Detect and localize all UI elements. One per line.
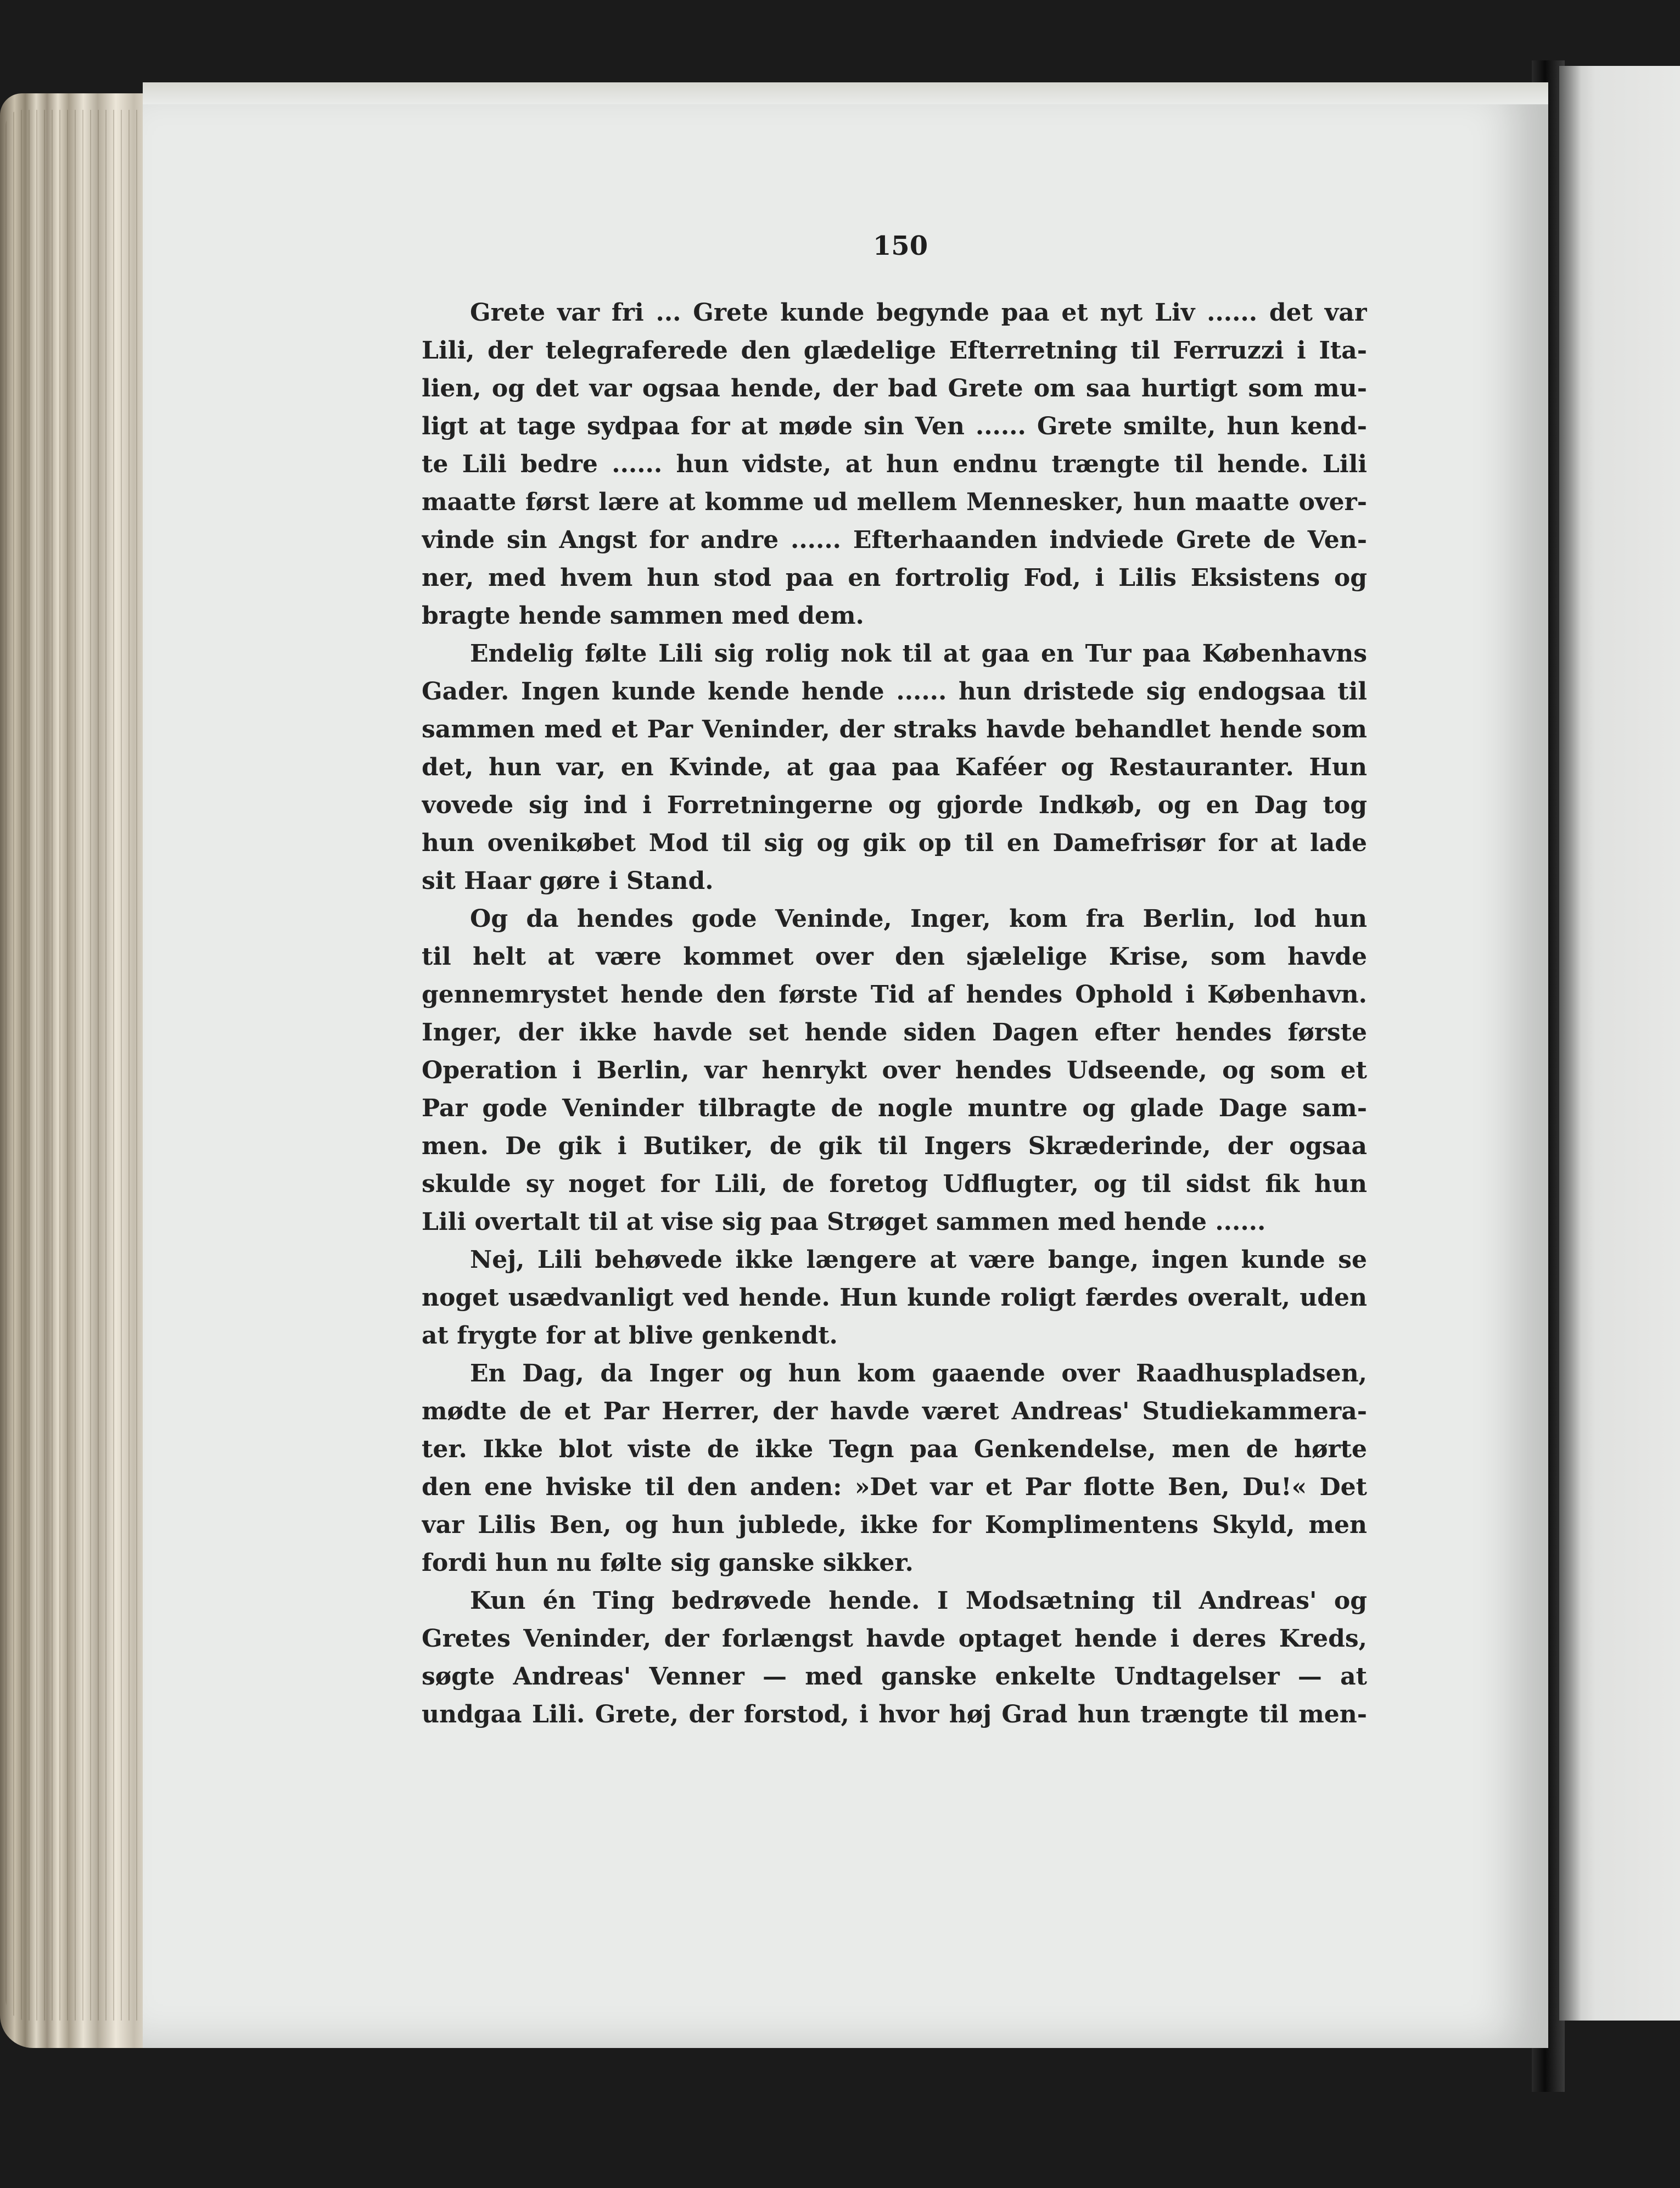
- text-line: vinde sin Angst for andre ...... Efterhaanden indviede Grete de Ven-: [422, 526, 1367, 554]
- text-line: Endelig følte Lili sig rolig nok til at gaa en Tur paa Københavns: [470, 640, 1367, 668]
- text-line: ner, med hvem hun stod paa en fortrolig Fod, i Lilis Eksistens og: [422, 564, 1367, 592]
- text-line: til helt at være kommet over den sjælelige Krise, som havde: [422, 943, 1367, 971]
- text-line: Inger, der ikke havde set hende siden Dagen efter hendes første: [422, 1019, 1367, 1047]
- text-line: Og da hendes gode Veninde, Inger, kom fra Berlin, lod hun: [470, 905, 1367, 933]
- text-line: maatte først lære at komme ud mellem Mennesker, hun maatte over-: [422, 488, 1367, 516]
- text-line: undgaa Lili. Grete, der forstod, i hvor høj Grad hun trængte til men-: [422, 1700, 1367, 1728]
- text-line: Operation i Berlin, var henrykt over hendes Udseende, og som et: [422, 1056, 1367, 1084]
- text-line: gennemrystet hende den første Tid af hendes Ophold i København.: [422, 981, 1367, 1009]
- text-line: te Lili bedre ...... hun vidste, at hun endnu trængte til hende. Lili: [422, 450, 1367, 478]
- text-line: Grete var fri ... Grete kunde begynde paa et nyt Liv ...... det var: [470, 299, 1367, 327]
- body-text: [422, 294, 1367, 1733]
- text-line: var Lilis Ben, og hun jublede, ikke for Komplimentens Skyld, men: [422, 1511, 1367, 1539]
- text-line: noget usædvanligt ved hende. Hun kunde roligt færdes overalt, uden: [422, 1284, 1367, 1312]
- page-top-edge: [143, 82, 1548, 104]
- text-line: Par gode Veninder tilbragte de nogle muntre og glade Dage sam-: [422, 1094, 1367, 1122]
- text-line: at frygte for at blive genkendt.: [422, 1322, 838, 1350]
- text-line: søgte Andreas' Venner — med ganske enkelte Undtagelser — at: [422, 1663, 1367, 1691]
- text-line: vovede sig ind i Forretningerne og gjorde Indkøb, og en Dag tog: [422, 791, 1367, 819]
- text-line: hun ovenikøbet Mod til sig og gik op til en Damefrisør for at lade: [422, 829, 1367, 857]
- text-line: Kun én Ting bedrøvede hende. I Modsætning til Andreas' og: [470, 1587, 1367, 1615]
- text-line: sit Haar gøre i Stand.: [422, 867, 714, 895]
- text-line: Gader. Ingen kunde kende hende ...... hun dristede sig endogsaa til: [422, 678, 1367, 706]
- text-line: Lili overtalt til at vise sig paa Strøget sammen med hende ......: [422, 1208, 1266, 1236]
- text-line: Lili, der telegraferede den glædelige Efterretning til Ferruzzi i Ita-: [422, 337, 1367, 365]
- text-line: sammen med et Par Veninder, der straks havde behandlet hende som: [422, 715, 1367, 743]
- facing-page-shadow: [1559, 66, 1581, 2021]
- page-number: 150: [872, 231, 928, 261]
- text-line: det, hun var, en Kvinde, at gaa paa Kaféer og Restauranter. Hun: [422, 753, 1367, 781]
- text-line: Gretes Veninder, der forlængst havde optaget hende i deres Kreds,: [422, 1625, 1367, 1653]
- text-line: lien, og det var ogsaa hende, der bad Grete om saa hurtigt som mu-: [422, 374, 1367, 402]
- text-line: Nej, Lili behøvede ikke længere at være bange, ingen kunde se: [470, 1246, 1367, 1274]
- text-line: fordi hun nu følte sig ganske sikker.: [422, 1549, 914, 1577]
- text-line: den ene hviske til den anden: »Det var et Par flotte Ben, Du!« Det: [422, 1473, 1367, 1501]
- text-line: ligt at tage sydpaa for at møde sin Ven ...... Grete smilte, hun kend-: [422, 412, 1367, 440]
- text-line: bragte hende sammen med dem.: [422, 602, 864, 630]
- text-line: En Dag, da Inger og hun kom gaaende over Raadhuspladsen,: [470, 1359, 1367, 1387]
- text-line: skulde sy noget for Lili, de foretog Udflugter, og til sidst fik hun: [422, 1170, 1367, 1198]
- text-line: men. De gik i Butiker, de gik til Ingers Skræderinde, der ogsaa: [422, 1132, 1367, 1160]
- text-line: mødte de et Par Herrer, der havde været Andreas' Studiekammera-: [422, 1397, 1367, 1425]
- text-line: ter. Ikke blot viste de ikke Tegn paa Genkendelse, men de hørte: [422, 1435, 1367, 1463]
